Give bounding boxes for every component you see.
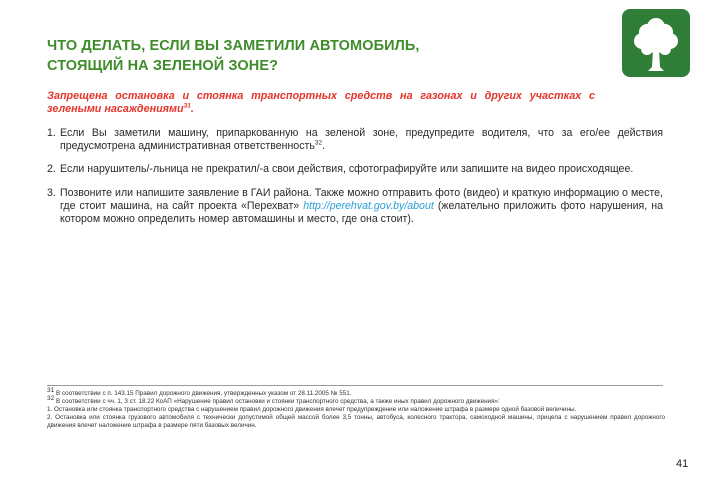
list-item-end: . — [322, 140, 326, 153]
warning-text: Запрещена остановка и стоянка транспортных средств на газонах и других участках с зелеными насаждениями — [47, 90, 595, 115]
footnote-ref: 32 — [314, 139, 323, 147]
footnote — [47, 386, 665, 398]
warning-end: . — [190, 103, 194, 115]
list-item-text-after: (желательно приложить фото нарушения, на котором можно определить номер автомашины и место, где она стоит). — [60, 199, 663, 226]
footnote-divider — [47, 385, 663, 386]
perehvat-link[interactable]: http://perehvat.gov.by/about — [303, 199, 434, 212]
footnote-ref: 31 — [183, 102, 191, 110]
page-title — [47, 36, 587, 76]
footnote-text: В соответствии с п. 143.15 Правил дорожного движения, утвержденных указом от 28.11.2005 № 551. — [55, 390, 352, 397]
page-number: 41 — [676, 458, 689, 470]
list-item-number: 2. — [47, 163, 56, 176]
footnote-text: В соответствии с чч. 1, 3 ст. 18.22 КоАП «Нарушение правил остановки и стоянки транспортного средства, а также иных правил дорожного движения»: — [55, 398, 500, 406]
list-item — [47, 163, 663, 176]
footnote-text: 2. Остановка или стоянка грузового автомобиля с технически допустимой общей массой более 3,5 тонны, автобуса, колесного трактора, самоходной машины, прицепа с нарушением правил дорожного движения влечет наложение штрафа в размере пяти базовых величин. — [47, 414, 665, 430]
footnote-marker: 31 — [47, 386, 55, 394]
warning-note — [47, 90, 595, 116]
footnotes — [47, 386, 665, 430]
footnote-text: 1. Остановка или стоянка транспортного средства с нарушением правил дорожного движения влечет предупреждение или наложение штрафа в размере одной базовой величины. — [47, 406, 577, 414]
list-item — [47, 187, 663, 227]
list-item-text: Если нарушитель/-льница не прекратил/-а свои действия, сфотографируйте или запишите на видео происходящее. — [60, 163, 634, 176]
list-item-number: 1. — [47, 127, 56, 139]
list-item — [47, 127, 663, 153]
footnote — [47, 395, 665, 406]
list-item-number: 3. — [47, 186, 56, 199]
list-item-text: Если Вы заметили машину, припаркованную на зеленой зоне, предупредите водителя, что за его/ее действия предусмотрена административная ответственность — [60, 127, 663, 153]
footnote — [47, 414, 665, 430]
list-item-text: Позвоните или напишите заявление в ГАИ района. Также можно отправить фото (видео) и краткую информацию о месте, где стоит машина, на сайт проекта «Перехват» — [60, 186, 663, 212]
page-title-line-1: ЧТО ДЕЛАТЬ, ЕСЛИ ВЫ ЗАМЕТИЛИ АВТОМОБИЛЬ, — [47, 38, 420, 54]
tree-logo — [622, 9, 690, 77]
tree-icon — [622, 9, 690, 77]
page-title-line-2: СТОЯЩИЙ НА ЗЕЛЕНОЙ ЗОНЕ? — [47, 58, 279, 74]
footnote-marker: 32 — [47, 395, 55, 402]
instructions-list — [47, 127, 663, 236]
